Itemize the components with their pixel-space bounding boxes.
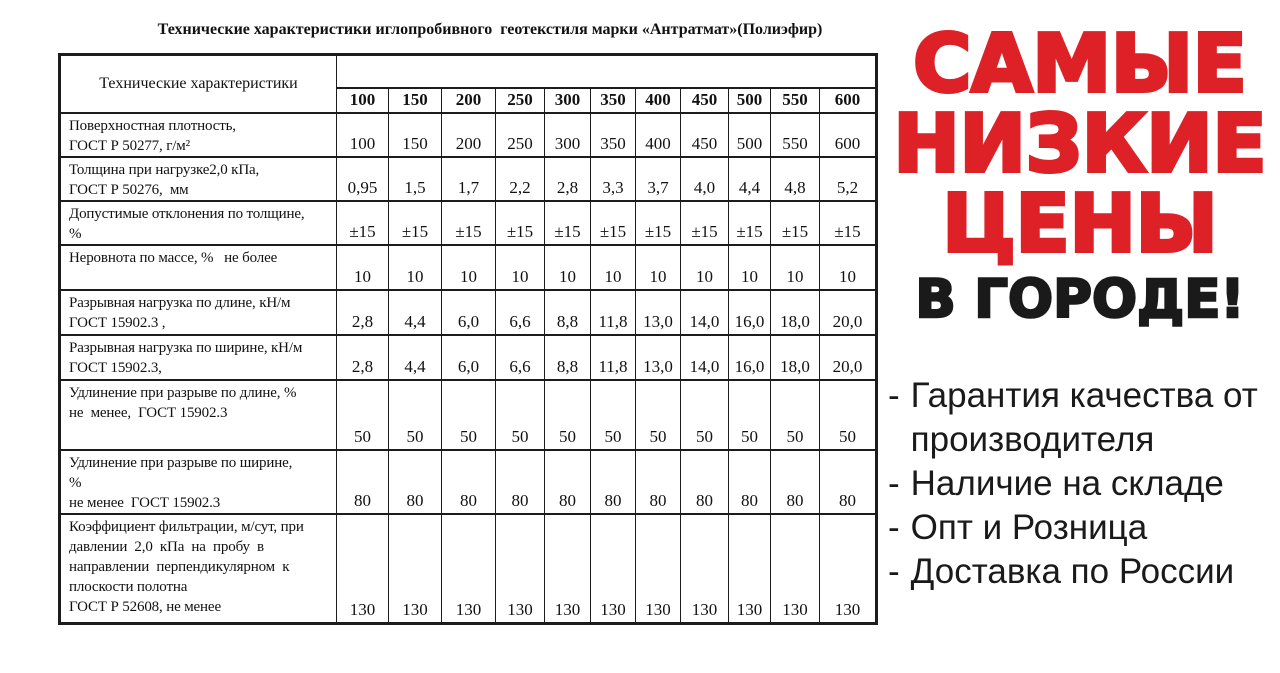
row-label-line: Удлинение при разрыве по длине, % <box>69 384 297 401</box>
value-cell: 10 <box>820 245 877 290</box>
promo-bullet <box>888 550 1274 594</box>
bullet-text: Гарантия качества от производителя <box>910 376 1258 459</box>
value-cell: 50 <box>820 380 877 450</box>
value-cell: 3,7 <box>636 157 681 201</box>
value-cell: 2,2 <box>496 157 545 201</box>
row-label <box>60 201 337 245</box>
value-cell: 130 <box>591 514 636 624</box>
promo-bullet <box>888 462 1274 506</box>
row-label-line: давлении 2,0 кПа на пробу в <box>69 538 264 555</box>
table-row <box>60 201 877 245</box>
value-cell: 2,8 <box>545 157 591 201</box>
promo-bullet <box>888 506 1274 550</box>
value-cell: 18,0 <box>771 335 820 380</box>
value-cell: ±15 <box>771 201 820 245</box>
value-cell: 300 <box>545 113 591 157</box>
value-cell: 10 <box>591 245 636 290</box>
value-cell: 20,0 <box>820 290 877 335</box>
table-row <box>60 335 877 380</box>
value-cell: 130 <box>636 514 681 624</box>
value-cell: 130 <box>820 514 877 624</box>
value-cell: 50 <box>389 380 442 450</box>
value-cell: 50 <box>545 380 591 450</box>
value-cell: 50 <box>636 380 681 450</box>
row-label-line: ГОСТ Р 52608, не менее <box>69 598 221 615</box>
value-cell: 50 <box>337 380 389 450</box>
bullet-dash: - <box>888 552 900 591</box>
promo-bullet-list <box>888 374 1274 594</box>
value-cell: 200 <box>442 113 496 157</box>
value-cell: ±15 <box>442 201 496 245</box>
table-header-spacer <box>337 55 877 88</box>
value-cell: 20,0 <box>820 335 877 380</box>
row-label-line: Разрывная нагрузка по ширине, кН/м <box>69 339 303 356</box>
row-label <box>60 245 337 290</box>
bullet-text: Наличие на складе <box>910 464 1224 503</box>
value-cell: 80 <box>681 450 729 514</box>
value-cell: 13,0 <box>636 290 681 335</box>
value-cell: ±15 <box>337 201 389 245</box>
value-cell: 80 <box>729 450 771 514</box>
value-cell: 6,6 <box>496 335 545 380</box>
value-cell: 6,6 <box>496 290 545 335</box>
value-cell: ±15 <box>389 201 442 245</box>
value-cell: 250 <box>496 113 545 157</box>
value-cell: 16,0 <box>729 335 771 380</box>
value-cell: 10 <box>442 245 496 290</box>
table-row <box>60 245 877 290</box>
row-label-line: % <box>69 225 82 242</box>
table-header-row <box>60 55 877 88</box>
value-cell: 11,8 <box>591 335 636 380</box>
column-header: 150 <box>389 88 442 113</box>
value-cell: 10 <box>545 245 591 290</box>
row-label-line: направлении перпендикулярном к <box>69 558 290 575</box>
value-cell: 2,8 <box>337 290 389 335</box>
value-cell: 100 <box>337 113 389 157</box>
table-row <box>60 514 877 624</box>
value-cell: 0,95 <box>337 157 389 201</box>
value-cell: 10 <box>337 245 389 290</box>
value-cell: 400 <box>636 113 681 157</box>
table-row <box>60 380 877 450</box>
row-label-line: Допустимые отклонения по толщине, <box>69 205 305 222</box>
value-cell: 4,4 <box>729 157 771 201</box>
value-cell: 600 <box>820 113 877 157</box>
value-cell: ±15 <box>820 201 877 245</box>
promo-bullet <box>888 374 1274 462</box>
table-row <box>60 450 877 514</box>
value-cell: 10 <box>496 245 545 290</box>
row-label <box>60 335 337 380</box>
row-label-line: плоскости полотна <box>69 578 188 595</box>
value-cell: 10 <box>389 245 442 290</box>
value-cell: 1,5 <box>389 157 442 201</box>
value-cell: 14,0 <box>681 335 729 380</box>
value-cell: 150 <box>389 113 442 157</box>
row-label <box>60 290 337 335</box>
value-cell: 10 <box>681 245 729 290</box>
value-cell: 8,8 <box>545 290 591 335</box>
row-label <box>60 450 337 514</box>
value-cell: 6,0 <box>442 335 496 380</box>
promo-headline-line-2: НИЗКИЕ <box>893 98 1267 190</box>
value-cell: 4,8 <box>771 157 820 201</box>
table-row <box>60 290 877 335</box>
value-cell: 16,0 <box>729 290 771 335</box>
value-cell: 4,4 <box>389 335 442 380</box>
promo-panel <box>880 0 1280 673</box>
row-label-line: Неровнота по массе, % не более <box>69 249 278 266</box>
value-cell: 80 <box>442 450 496 514</box>
row-label-line: ГОСТ Р 50277, г/м² <box>69 137 190 154</box>
promo-headline-line-3: ЦЕНЫ <box>942 178 1218 270</box>
value-cell: 80 <box>771 450 820 514</box>
value-cell: ±15 <box>496 201 545 245</box>
value-cell: 11,8 <box>591 290 636 335</box>
value-cell: 2,8 <box>337 335 389 380</box>
value-cell: ±15 <box>729 201 771 245</box>
value-cell: 130 <box>389 514 442 624</box>
column-header: 500 <box>729 88 771 113</box>
value-cell: 130 <box>771 514 820 624</box>
column-header: 250 <box>496 88 545 113</box>
value-cell: 13,0 <box>636 335 681 380</box>
row-label <box>60 113 337 157</box>
row-label-line: не менее ГОСТ 15902.3 <box>69 494 221 511</box>
row-label-line: ГОСТ 15902.3, <box>69 359 162 376</box>
row-label-line: Коэффициент фильтрации, м/сут, при <box>69 518 304 535</box>
value-cell: ±15 <box>591 201 636 245</box>
value-cell: 130 <box>496 514 545 624</box>
column-header: 350 <box>591 88 636 113</box>
value-cell: 50 <box>729 380 771 450</box>
value-cell: ±15 <box>636 201 681 245</box>
value-cell: 450 <box>681 113 729 157</box>
row-label <box>60 514 337 624</box>
value-cell: 4,4 <box>389 290 442 335</box>
value-cell: 130 <box>729 514 771 624</box>
spec-table-body <box>60 113 877 624</box>
value-cell: 550 <box>771 113 820 157</box>
column-header: 600 <box>820 88 877 113</box>
bullet-dash: - <box>888 508 900 547</box>
bullet-text: Опт и Розница <box>910 508 1148 547</box>
value-cell: 80 <box>496 450 545 514</box>
document-title: Технические характеристики иглопробивного геотекстиля марки «Антратмат»(Полиэфир) <box>157 21 823 38</box>
value-cell: 18,0 <box>771 290 820 335</box>
column-header: 300 <box>545 88 591 113</box>
value-cell: 1,7 <box>442 157 496 201</box>
value-cell: 50 <box>496 380 545 450</box>
value-cell: 80 <box>636 450 681 514</box>
value-cell: 10 <box>729 245 771 290</box>
value-cell: 80 <box>545 450 591 514</box>
value-cell: 130 <box>337 514 389 624</box>
promo-subheadline: В ГОРОДЕ! <box>915 269 1245 330</box>
table-row <box>60 113 877 157</box>
value-cell: 8,8 <box>545 335 591 380</box>
value-cell: ±15 <box>681 201 729 245</box>
value-cell: 10 <box>771 245 820 290</box>
column-header: 400 <box>636 88 681 113</box>
spec-table <box>58 53 878 625</box>
value-cell: 50 <box>681 380 729 450</box>
column-header: 550 <box>771 88 820 113</box>
table-row <box>60 157 877 201</box>
value-cell: 130 <box>545 514 591 624</box>
value-cell: 500 <box>729 113 771 157</box>
value-cell: 14,0 <box>681 290 729 335</box>
row-label-line: ГОСТ 15902.3 , <box>69 314 166 331</box>
column-header: 450 <box>681 88 729 113</box>
row-label-line: Поверхностная плотность, <box>69 117 236 134</box>
value-cell: 3,3 <box>591 157 636 201</box>
value-cell: 80 <box>337 450 389 514</box>
value-cell: 50 <box>771 380 820 450</box>
row-label-line: Удлинение при разрыве по ширине, <box>69 454 293 471</box>
column-header: 200 <box>442 88 496 113</box>
value-cell: 4,0 <box>681 157 729 201</box>
row-label-line: % <box>69 474 82 491</box>
value-cell: 350 <box>591 113 636 157</box>
row-label <box>60 380 337 450</box>
value-cell: 130 <box>442 514 496 624</box>
value-cell: 80 <box>591 450 636 514</box>
bullet-dash: - <box>888 464 900 503</box>
value-cell: 50 <box>442 380 496 450</box>
value-cell: 50 <box>591 380 636 450</box>
value-cell: 6,0 <box>442 290 496 335</box>
row-label-line: Толщина при нагрузке2,0 кПа, <box>69 161 260 178</box>
value-cell: ±15 <box>545 201 591 245</box>
value-cell: 80 <box>820 450 877 514</box>
row-label <box>60 157 337 201</box>
promo-headline-line-1: САМЫЕ <box>913 18 1247 110</box>
bullet-dash: - <box>888 376 900 415</box>
promo-headline <box>880 18 1280 270</box>
row-label-line: не менее, ГОСТ 15902.3 <box>69 404 228 421</box>
row-label-line: Разрывная нагрузка по длине, кН/м <box>69 294 291 311</box>
value-cell: 130 <box>681 514 729 624</box>
table-header-label: Технические характеристики <box>60 55 337 113</box>
bullet-text: Доставка по России <box>910 552 1235 591</box>
value-cell: 10 <box>636 245 681 290</box>
row-label-line: ГОСТ Р 50276, мм <box>69 181 189 198</box>
column-header: 100 <box>337 88 389 113</box>
value-cell: 80 <box>389 450 442 514</box>
value-cell: 5,2 <box>820 157 877 201</box>
